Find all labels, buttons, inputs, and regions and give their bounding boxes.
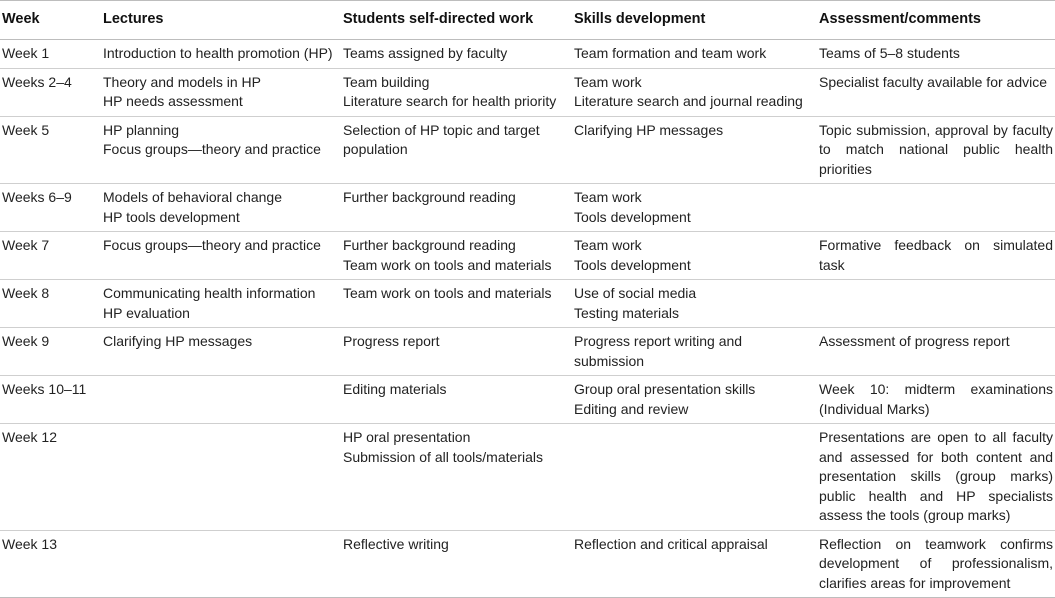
cell-line: Editing materials	[343, 381, 447, 397]
header-skills-development: Skills development	[572, 1, 817, 40]
lectures-cell	[101, 232, 341, 280]
cell-line: Team work on tools and materials	[343, 256, 552, 273]
week-cell: Week 9	[0, 328, 101, 376]
table-row	[0, 232, 1055, 280]
table-row	[0, 68, 1055, 116]
cell-line: Models of behavioral change	[103, 189, 283, 205]
table-header	[0, 1, 1055, 40]
skills-development-cell	[572, 424, 817, 531]
skills-development-cell	[572, 68, 817, 116]
table-row	[0, 530, 1055, 598]
cell-line: Use of social media	[574, 285, 697, 301]
cell-line: Team work	[574, 189, 642, 205]
self-directed-work-cell	[341, 184, 572, 232]
week-cell: Week 8	[0, 280, 101, 328]
cell-line: Literature search for health priority	[343, 93, 557, 109]
cell-line: Reflection on teamwork confirms development of professionalism, clarifies areas for improvement	[819, 535, 1053, 591]
cell-line: Week 10: midterm examinations (Individual Marks)	[819, 381, 1053, 417]
self-directed-work-cell	[341, 232, 572, 280]
cell-line: Reflective writing	[343, 535, 449, 552]
table-body	[0, 40, 1055, 598]
cell-line: HP planning	[103, 121, 180, 138]
lectures-cell	[101, 280, 341, 328]
cell-line: HP needs assessment	[103, 93, 243, 109]
cell-line: Presentations are open to all faculty and assessed for both content and presentation skills (group marks) public health and HP specialists assess the tools (group marks)	[819, 429, 1053, 523]
self-directed-work-cell	[341, 424, 572, 531]
cell-line: Further background reading	[343, 237, 516, 253]
cell-line: Group oral presentation skills	[574, 381, 756, 397]
assessment-cell	[817, 68, 1055, 116]
cell-line: HP evaluation	[103, 304, 190, 321]
cell-line: Teams of 5–8 students	[819, 45, 960, 61]
assessment-cell	[817, 184, 1055, 232]
header-week: Week	[0, 1, 101, 40]
cell-line: Further background reading	[343, 189, 516, 205]
cell-line: HP oral presentation	[343, 429, 471, 445]
skills-development-cell	[572, 530, 817, 598]
table-row	[0, 184, 1055, 232]
cell-line: Team work	[574, 237, 642, 253]
cell-line: Communicating health information	[103, 285, 316, 301]
cell-line: Clarifying HP messages	[574, 121, 724, 138]
week-cell: Week 13	[0, 530, 101, 598]
table-row	[0, 40, 1055, 69]
cell-line: Testing materials	[574, 304, 680, 321]
self-directed-work-cell	[341, 376, 572, 424]
assessment-cell	[817, 280, 1055, 328]
self-directed-work-cell	[341, 328, 572, 376]
skills-development-cell	[572, 40, 817, 69]
week-cell: Weeks 10–11	[0, 376, 101, 424]
lectures-cell	[101, 68, 341, 116]
cell-line: Focus groups—theory and practice	[103, 141, 321, 157]
cell-line: Team work	[574, 73, 642, 90]
skills-development-cell	[572, 184, 817, 232]
skills-development-cell	[572, 376, 817, 424]
cell-line: Teams assigned by faculty	[343, 45, 508, 61]
header-lectures: Lectures	[101, 1, 341, 40]
self-directed-work-cell	[341, 530, 572, 598]
cell-line: Progress report	[343, 333, 440, 349]
assessment-cell	[817, 530, 1055, 598]
cell-line: Introduction to health promotion (HP)	[103, 45, 333, 61]
cell-line: Tools development	[574, 256, 691, 273]
table-row	[0, 376, 1055, 424]
lectures-cell	[101, 376, 341, 424]
cell-line: Team formation and team work	[574, 45, 767, 61]
cell-line: Submission of all tools/materials	[343, 448, 543, 465]
cell-line: Topic submission, approval by faculty to match national public health priorities	[819, 121, 1053, 177]
header-row	[0, 1, 1055, 40]
skills-development-cell	[572, 280, 817, 328]
cell-line: Progress report writing and submission	[574, 333, 743, 369]
cell-line: Focus groups—theory and practice	[103, 237, 321, 253]
cell-line: Selection of HP topic and target population	[343, 121, 540, 157]
cell-line: Assessment of progress report	[819, 333, 1010, 349]
assessment-cell	[817, 328, 1055, 376]
week-cell: Weeks 2–4	[0, 68, 101, 116]
cell-line: Formative feedback on simulated task	[819, 237, 1053, 273]
lectures-cell	[101, 424, 341, 531]
self-directed-work-cell	[341, 40, 572, 69]
table-row	[0, 328, 1055, 376]
cell-line: Team building	[343, 73, 430, 90]
self-directed-work-cell	[341, 116, 572, 184]
header-assessment-comments: Assessment/comments	[817, 1, 1055, 40]
assessment-cell	[817, 424, 1055, 531]
cell-line: Reflection and critical appraisal	[574, 535, 768, 552]
self-directed-work-cell	[341, 68, 572, 116]
lectures-cell	[101, 184, 341, 232]
table-row	[0, 280, 1055, 328]
assessment-cell	[817, 40, 1055, 69]
cell-line: HP tools development	[103, 208, 240, 225]
cell-line: Literature search and journal reading	[574, 93, 803, 109]
assessment-cell	[817, 376, 1055, 424]
cell-line: Clarifying HP messages	[103, 333, 253, 349]
cell-line: Theory and models in HP	[103, 73, 261, 90]
lectures-cell	[101, 328, 341, 376]
skills-development-cell	[572, 116, 817, 184]
self-directed-work-cell	[341, 280, 572, 328]
week-cell: Week 5	[0, 116, 101, 184]
week-cell: Week 1	[0, 40, 101, 69]
skills-development-cell	[572, 328, 817, 376]
assessment-cell	[817, 116, 1055, 184]
table-row	[0, 424, 1055, 531]
week-cell: Week 7	[0, 232, 101, 280]
cell-line: Team work on tools and materials	[343, 285, 552, 301]
assessment-cell	[817, 232, 1055, 280]
cell-line: Tools development	[574, 208, 691, 225]
week-cell: Weeks 6–9	[0, 184, 101, 232]
lectures-cell	[101, 116, 341, 184]
cell-line: Specialist faculty available for advice	[819, 73, 1048, 90]
cell-line: Editing and review	[574, 400, 689, 417]
header-self-directed-work: Students self-directed work	[341, 1, 572, 40]
lectures-cell	[101, 530, 341, 598]
table-row	[0, 116, 1055, 184]
lectures-cell	[101, 40, 341, 69]
skills-development-cell	[572, 232, 817, 280]
week-cell: Week 12	[0, 424, 101, 531]
